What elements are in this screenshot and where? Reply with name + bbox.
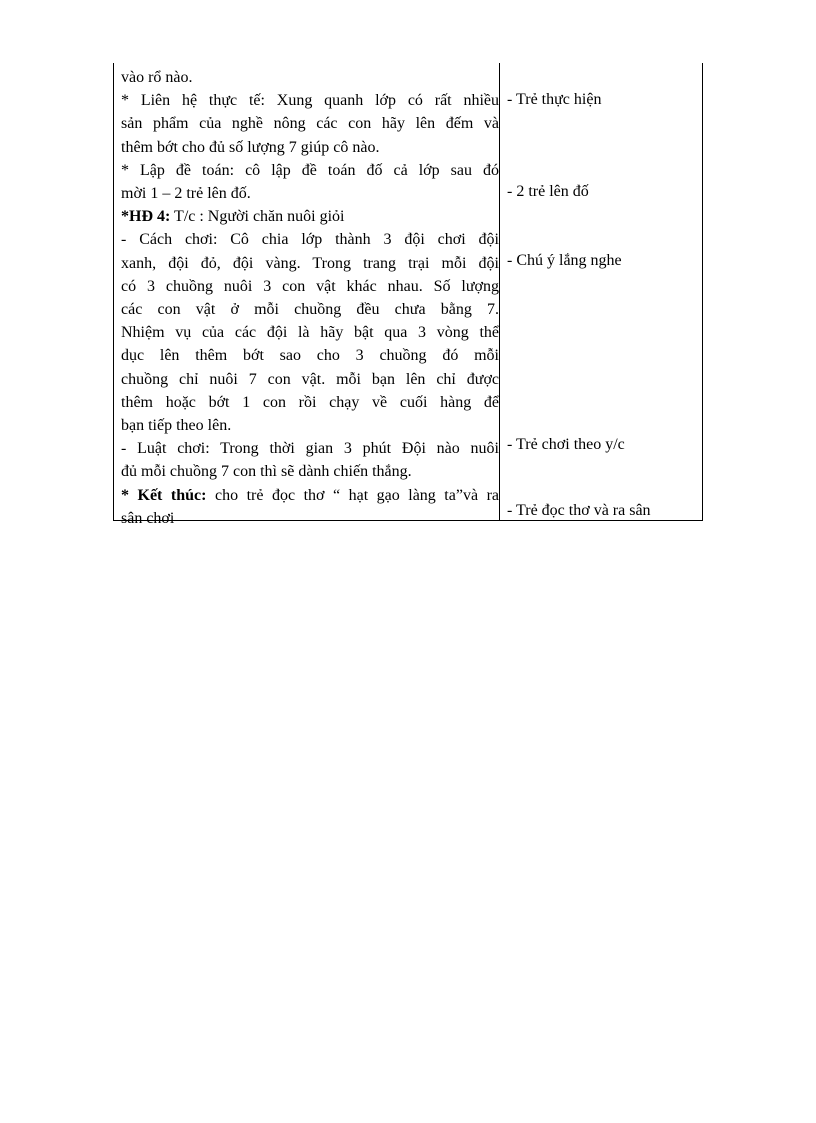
activity-title: T/c : Người chăn nuôi giỏi bbox=[170, 208, 345, 226]
text-line: xanh, đội đỏ, đội vàng. Trong trang trại mỗi đội bbox=[121, 254, 499, 272]
text-line: chuồng chỉ nuôi 7 con vật. mỗi bạn lên chỉ được bbox=[121, 370, 499, 388]
conclusion-text: cho trẻ đọc thơ “ hạt gạo làng ta”và ra bbox=[206, 486, 499, 504]
text-line: sân chơi bbox=[121, 509, 175, 527]
text-line: thêm bớt cho đủ số lượng 7 giúp cô nào. bbox=[121, 138, 380, 156]
text-line: * Lập đề toán: cô lập đề toán đố cả lớp sau đó bbox=[121, 161, 499, 179]
text-line: bạn tiếp theo lên. bbox=[121, 417, 232, 435]
text-line: mời 1 – 2 trẻ lên đố. bbox=[121, 185, 251, 203]
text-line: có 3 chuồng nuôi 3 con vật khác nhau. Số lượng bbox=[121, 277, 499, 295]
column-divider bbox=[499, 63, 500, 520]
text-line: đủ mỗi chuồng 7 con thì sẽ dành chiến thắng. bbox=[121, 463, 412, 481]
child-response: - Trẻ chơi theo y/c bbox=[507, 436, 625, 453]
text-line: vào rổ nào. bbox=[121, 69, 193, 86]
child-response: - 2 trẻ lên đố bbox=[507, 183, 589, 200]
text-line: Nhiệm vụ của các đội là hãy bật qua 3 vòng thể bbox=[121, 324, 499, 342]
lesson-table bbox=[113, 63, 703, 527]
teacher-activity-column bbox=[121, 66, 499, 530]
text-line: thêm hoặc bớt 1 con rồi chạy về cuối hàng để bbox=[121, 393, 499, 411]
conclusion-label: * Kết thúc: bbox=[121, 486, 207, 504]
text-line: sản phẩm của nghề nông các con hãy lên đếm và bbox=[121, 115, 499, 133]
text-line: * Liên hệ thực tế: Xung quanh lớp có rất nhiều bbox=[121, 92, 499, 110]
text-line: - Luật chơi: Trong thời gian 3 phút Đội nào nuôi bbox=[121, 440, 499, 458]
conclusion-line bbox=[121, 484, 499, 507]
text-line: - Cách chơi: Cô chia lớp thành 3 đội chơi đội bbox=[121, 231, 499, 249]
child-response: - Chú ý lắng nghe bbox=[507, 252, 622, 269]
child-response: - Trẻ đọc thơ và ra sân bbox=[507, 502, 651, 519]
child-response: - Trẻ thực hiện bbox=[507, 91, 602, 108]
activity-heading bbox=[121, 205, 499, 228]
text-line: dục lên thêm bớt sao cho 3 chuồng đó mỗi bbox=[121, 347, 499, 365]
text-line: các con vật ở mỗi chuồng đều chưa bằng 7. bbox=[121, 301, 499, 319]
activity-label: *HĐ 4: bbox=[121, 208, 171, 226]
